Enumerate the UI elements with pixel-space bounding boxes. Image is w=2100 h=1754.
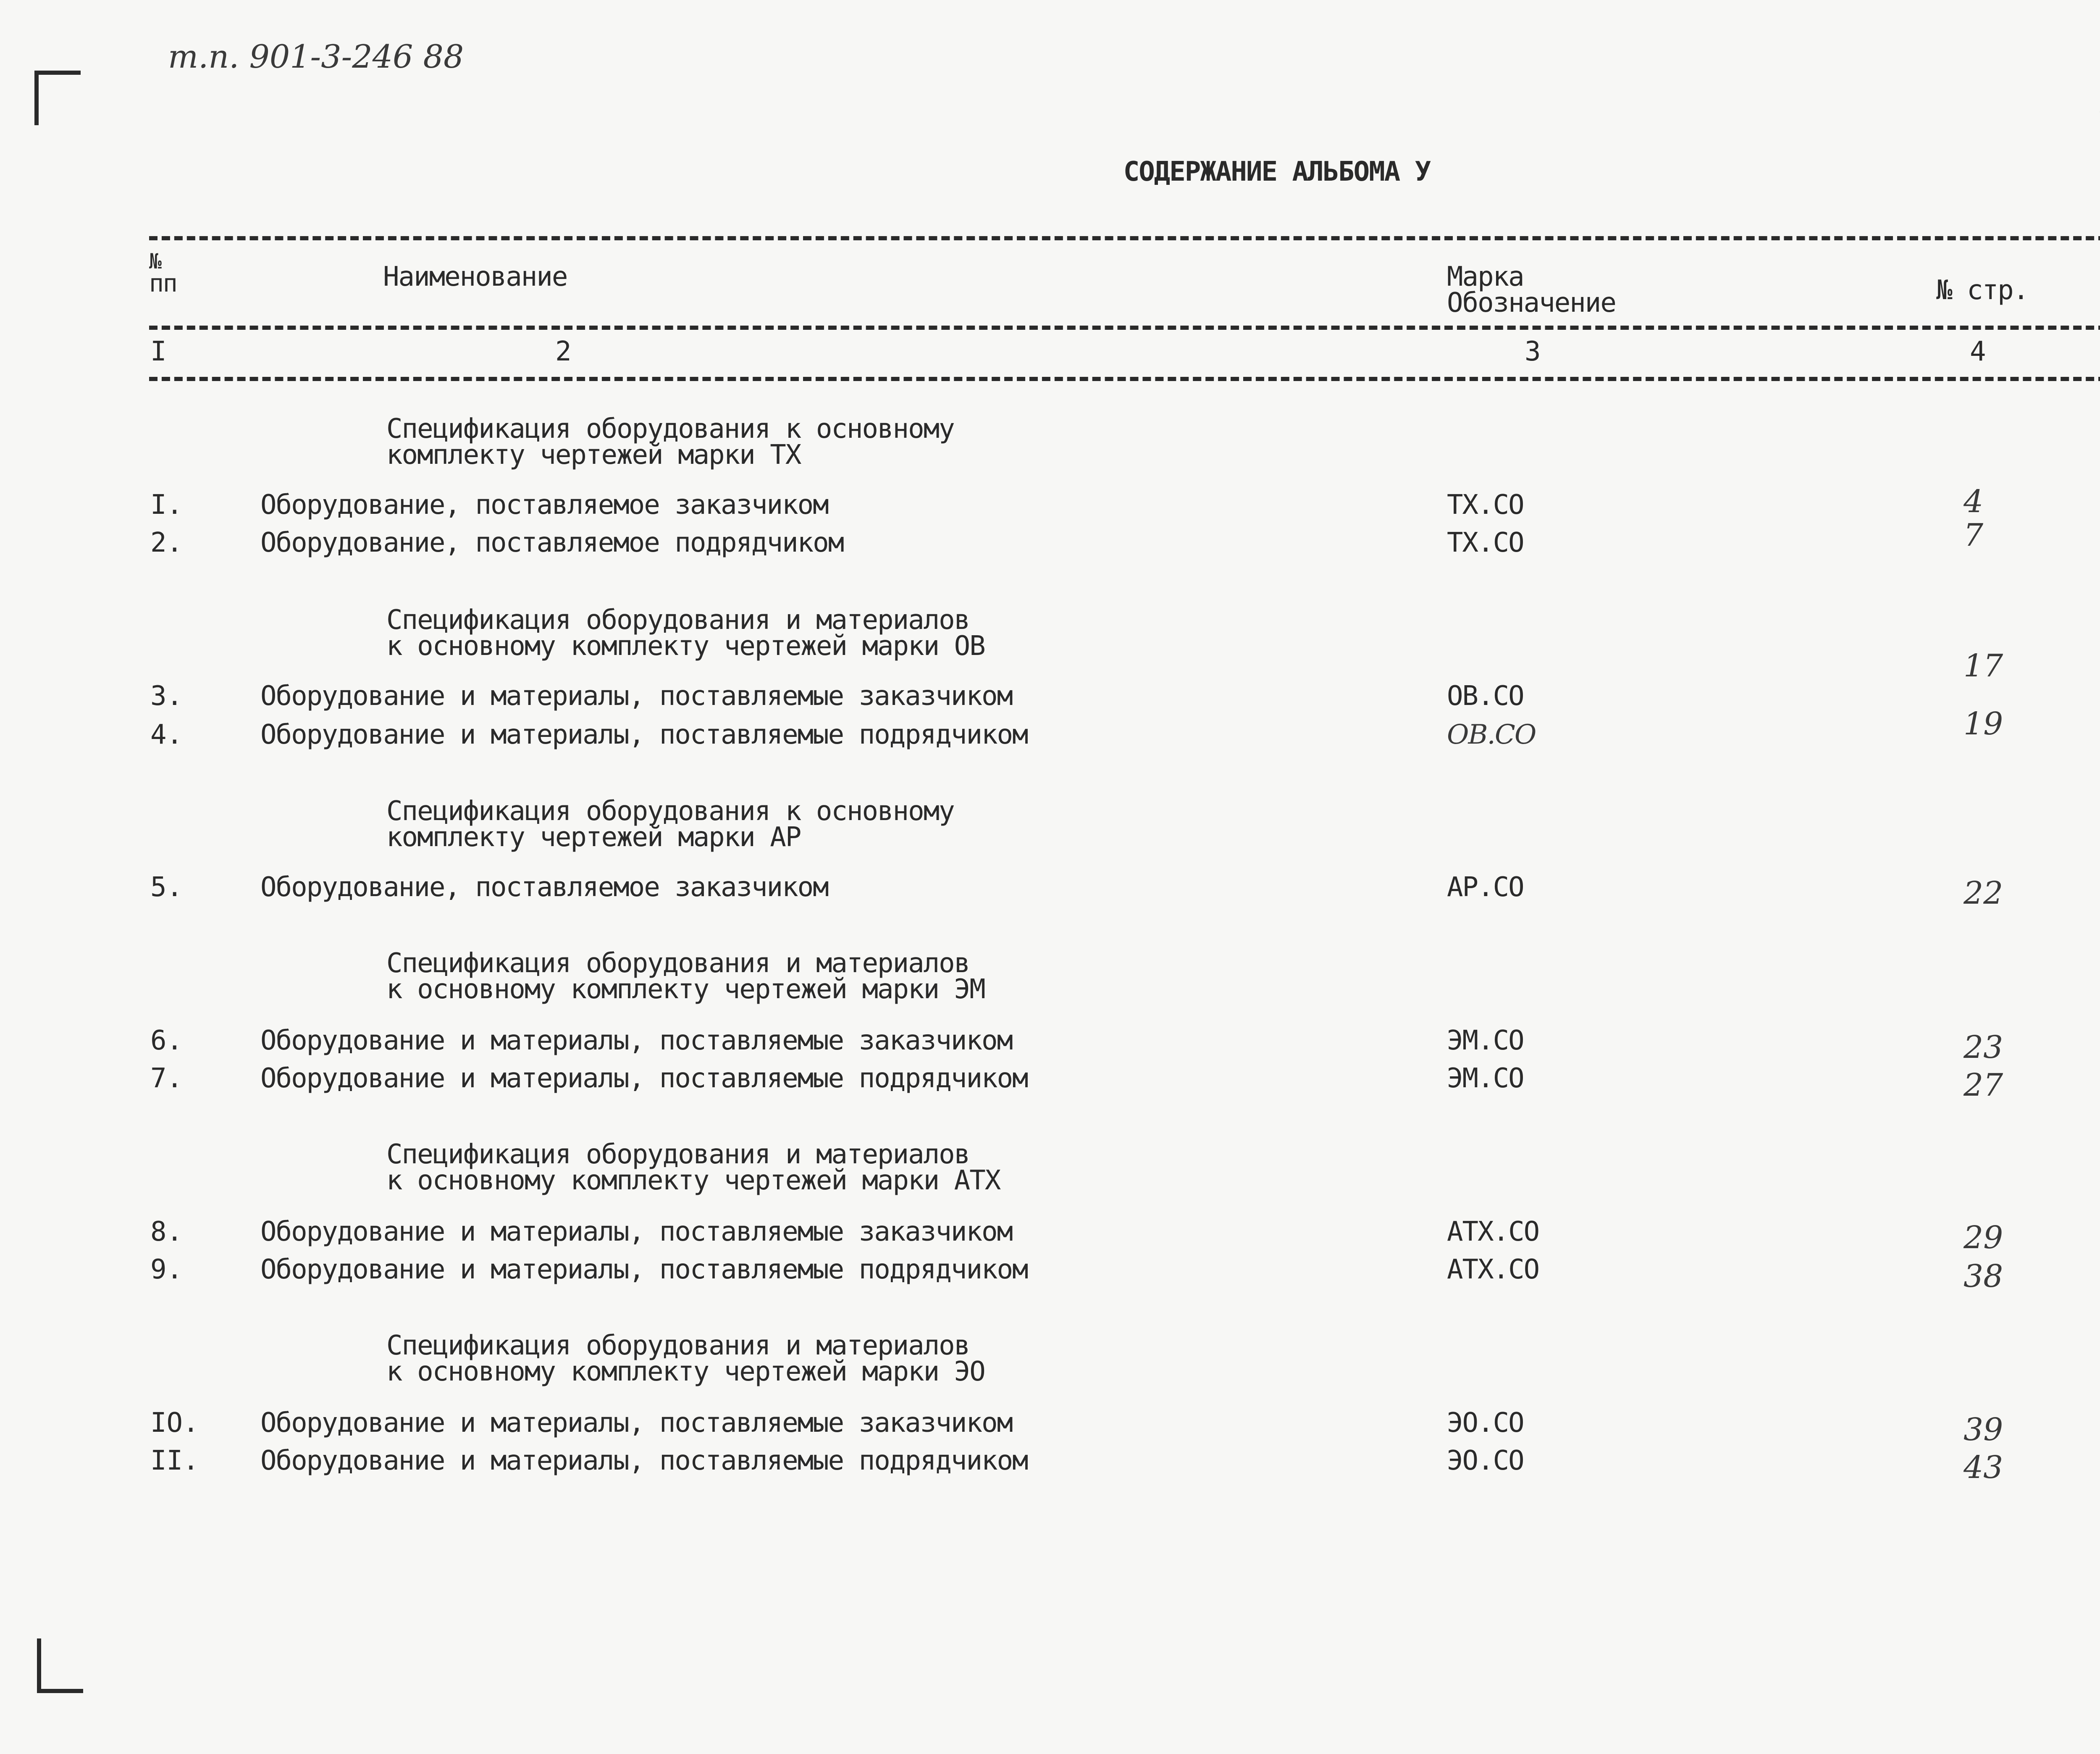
row-mark: ТХ.СО xyxy=(1447,527,1524,558)
group-title-line1: Спецификация оборудования и материалов xyxy=(386,605,970,636)
page-title: СОДЕРЖАНИЕ АЛЬБОМА У xyxy=(1123,156,1431,187)
row-page: 39 xyxy=(1964,1412,2003,1448)
document-code: т.п. 901-3-246 88 xyxy=(168,38,464,75)
row-name: Оборудование и материалы, поставляемые заказчиком xyxy=(260,1407,1013,1438)
col-header-num-line1: № xyxy=(149,249,161,273)
row-page: 29 xyxy=(1964,1220,2003,1256)
row-number: 2. xyxy=(150,527,183,558)
row-name: Оборудование и материалы, поставляемые заказчиком xyxy=(260,1216,1013,1247)
row-page: 27 xyxy=(1964,1067,2003,1103)
corner-mark-bottom-left xyxy=(37,1638,41,1693)
group-title-line1: Спецификация оборудования и материалов xyxy=(386,948,970,979)
row-number: 9. xyxy=(150,1254,183,1285)
group-title-eo xyxy=(386,1330,985,1387)
row-mark: АР.СО xyxy=(1447,872,1524,903)
table-row xyxy=(0,648,2100,714)
group-title-line1: Спецификация оборудования и материалов xyxy=(386,1139,970,1170)
row-page: 4 xyxy=(1964,484,1984,520)
group-title-tx xyxy=(386,413,954,471)
group-title-line1: Спецификация оборудования и материалов xyxy=(386,1330,970,1361)
row-name: Оборудование и материалы, поставляемые заказчиком xyxy=(260,1025,1013,1056)
row-mark: ЭМ.СО xyxy=(1447,1063,1524,1094)
row-page: 7 xyxy=(1964,517,1984,553)
table-row xyxy=(0,1216,2100,1256)
col-header-page: № стр. xyxy=(1936,275,2029,306)
col-header-num xyxy=(149,251,177,295)
group-title-atx xyxy=(386,1141,1000,1194)
group-title-line2: к основному комплекту чертежей марки ЭО xyxy=(386,1356,985,1387)
row-number: 6. xyxy=(150,1025,183,1056)
row-name: Оборудование, поставляемое заказчиком xyxy=(260,872,828,903)
group-title-ar xyxy=(386,796,954,853)
group-title-line2: к основному комплекту чертежей марки ЭМ xyxy=(386,974,985,1005)
col-header-num-line2: пп xyxy=(149,269,177,297)
row-name: Оборудование и материалы, поставляемые заказчиком xyxy=(260,681,1013,712)
col-header-mark xyxy=(1447,261,1616,318)
row-page: 43 xyxy=(1964,1449,2003,1486)
row-name: Оборудование и материалы, поставляемые подрядчиком xyxy=(260,1254,1028,1285)
row-name: Оборудование и материалы, поставляемые подрядчиком xyxy=(260,719,1028,750)
table-row xyxy=(0,706,2100,753)
group-title-line1: Спецификация оборудования к основному xyxy=(386,413,954,444)
row-page: 19 xyxy=(1964,706,2003,742)
table-row xyxy=(0,1445,2100,1486)
corner-mark-top-left-h xyxy=(34,71,81,75)
row-mark: ЭО.СО xyxy=(1447,1407,1524,1438)
row-number: IO. xyxy=(150,1407,199,1438)
row-name: Оборудование, поставляемое подрядчиком xyxy=(260,527,844,558)
row-number: II. xyxy=(150,1445,199,1476)
row-number: 5. xyxy=(150,872,183,903)
corner-mark-top-left xyxy=(34,71,39,125)
row-mark: ОВ.СО xyxy=(1447,681,1524,712)
group-title-line2: комплекту чертежей марки АР xyxy=(386,822,801,853)
table-row xyxy=(0,1025,2100,1065)
row-mark: ЭМ.СО xyxy=(1447,1025,1524,1056)
row-page: 17 xyxy=(1964,648,2003,684)
row-number: 3. xyxy=(150,681,183,712)
col-number-4: 4 xyxy=(1970,336,1986,367)
row-number: 4. xyxy=(150,719,183,750)
row-mark: АТХ.СО xyxy=(1447,1254,1539,1285)
group-title-em xyxy=(386,948,985,1005)
row-mark: ОВ.СО xyxy=(1447,719,1536,750)
table-row xyxy=(0,1407,2100,1448)
table-row xyxy=(0,484,2100,523)
row-name: Оборудование и материалы, поставляемые подрядчиком xyxy=(260,1063,1028,1094)
row-number: I. xyxy=(150,489,183,521)
row-page: 23 xyxy=(1964,1029,2003,1065)
row-number: 8. xyxy=(150,1216,183,1247)
row-page: 38 xyxy=(1964,1258,2003,1294)
row-mark: ТХ.СО xyxy=(1447,489,1524,521)
table-row xyxy=(0,1254,2100,1294)
col-number-2: 2 xyxy=(555,336,572,367)
group-title-line2: к основному комплекту чертежей марки ОВ xyxy=(386,631,985,662)
col-header-mark-line2: Обозначение xyxy=(1447,287,1616,318)
row-name: Оборудование, поставляемое заказчиком xyxy=(260,489,828,521)
col-number-3: 3 xyxy=(1525,336,1541,367)
table-row xyxy=(0,517,2100,561)
row-number: 7. xyxy=(150,1063,183,1094)
row-page: 22 xyxy=(1964,875,2003,911)
group-title-line1: Спецификация оборудования к основному xyxy=(386,796,954,827)
divider-header xyxy=(149,326,2100,330)
group-title-line2: комплекту чертежей марки ТХ xyxy=(386,439,801,471)
group-title-ov xyxy=(386,605,985,662)
group-title-line2: к основному комплекту чертежей марки АТХ xyxy=(386,1165,1000,1196)
col-number-1: I xyxy=(150,336,167,367)
row-mark: АТХ.СО xyxy=(1447,1216,1539,1247)
col-header-mark-line1: Марка xyxy=(1447,261,1524,292)
table-row xyxy=(0,872,2100,911)
row-name: Оборудование и материалы, поставляемые подрядчиком xyxy=(260,1445,1028,1476)
corner-mark-bottom-left-h xyxy=(37,1689,83,1693)
col-header-name: Наименование xyxy=(383,261,567,292)
divider-column-numbers xyxy=(149,377,2100,381)
divider-top xyxy=(149,236,2100,240)
row-mark: ЭО.СО xyxy=(1447,1445,1524,1476)
table-row xyxy=(0,1063,2100,1103)
